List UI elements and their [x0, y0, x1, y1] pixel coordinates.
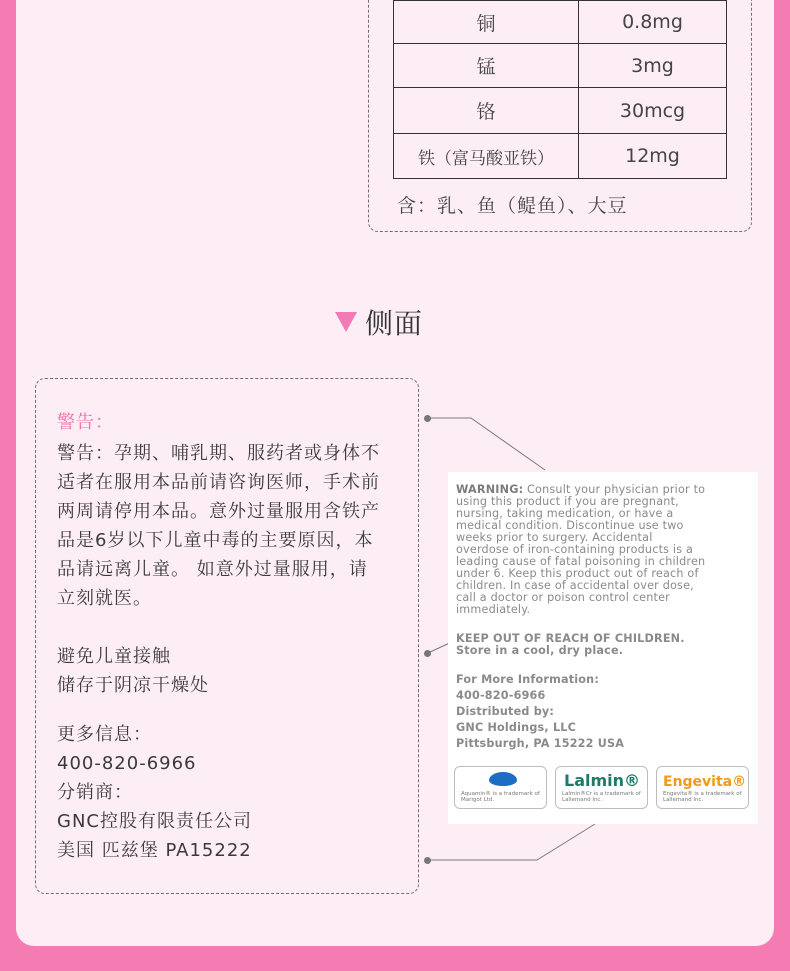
- connector-dot: [424, 857, 431, 864]
- label-line: Store in a cool, dry place.: [456, 644, 624, 657]
- nutrient-name: 铜: [394, 1, 579, 44]
- label-line: immediately.: [456, 603, 531, 616]
- logo-name: Engevita®: [663, 774, 747, 790]
- label-line: overdose of iron-containing products is a: [456, 543, 694, 556]
- label-line: using this product if you are pregnant,: [456, 495, 679, 508]
- nutrient-name: 铬: [394, 88, 579, 134]
- label-line: children. In case of accidental over dose,: [456, 579, 694, 592]
- aquamin-logo: [454, 766, 547, 809]
- nutrient-value: 30mcg: [579, 88, 727, 134]
- label-line: Pittsburgh, PA 15222 USA: [456, 737, 625, 750]
- label-line: Distributed by:: [456, 705, 555, 718]
- warning-line: 品是6岁以下儿童中毒的主要原因，本: [57, 530, 374, 551]
- allergen-note: 含：乳、鱼（鳀鱼）、大豆: [397, 195, 628, 217]
- nutrient-name: 锰: [394, 44, 579, 88]
- connector-dot: [424, 415, 431, 422]
- label-line: KEEP OUT OF REACH OF CHILDREN.: [456, 632, 685, 645]
- logo-note: Aquamin® is a trademark of Marigot Ltd.: [461, 791, 540, 803]
- nutrient-name: 铁（富马酸亚铁）: [394, 134, 579, 179]
- product-label-image: [448, 472, 758, 824]
- warning-line: 两周请停用本品。意外过量服用含铁产: [57, 501, 380, 522]
- nutrient-value: 12mg: [579, 134, 727, 179]
- label-line: weeks prior to surgery. Accidental: [456, 531, 653, 544]
- logo-name: Lalmin®: [564, 771, 641, 790]
- warning-line: 适者在服用本品前请咨询医师，手术前: [57, 472, 380, 493]
- nutrient-value: 0.8mg: [579, 1, 727, 44]
- engevita-logo: [656, 766, 749, 809]
- warning-line: 立刻就医。: [57, 588, 152, 609]
- aquamin-mark-icon: [489, 772, 517, 786]
- label-line: call a doctor or poison control center: [456, 591, 670, 604]
- label-warning: [456, 484, 705, 616]
- info-line: GNC控股有限责任公司: [57, 811, 252, 832]
- warning-title: 警告：: [57, 412, 114, 433]
- label-keep-out: [456, 633, 685, 657]
- nutrient-value: 3mg: [579, 44, 727, 88]
- info-line: 分销商：: [57, 782, 133, 803]
- label-line: nursing, taking medication, or have a: [456, 507, 674, 520]
- label-line: For More Information:: [456, 673, 600, 686]
- info-line: 更多信息：: [57, 724, 152, 745]
- label-line: Consult your physician prior to: [527, 483, 706, 496]
- section-heading-text: 侧面: [365, 307, 424, 340]
- label-warning-prefix: WARNING:: [456, 483, 524, 496]
- trademark-logos: [454, 766, 749, 809]
- connector-dot: [424, 650, 431, 657]
- logo-note: Lalmin®Cr is a trademark of Lallemand Inc.: [562, 791, 641, 803]
- storage-line: 避免儿童接触: [57, 646, 171, 667]
- storage-line: 储存于阴凉干燥处: [57, 675, 209, 696]
- logo-note: Engevita® is a trademark of Lallemand Inc.: [663, 791, 742, 803]
- label-line: medical condition. Discontinue use two: [456, 519, 684, 532]
- label-line: under 6. Keep this product out of reach of: [456, 567, 699, 580]
- label-line: 400-820-6966: [456, 689, 546, 702]
- lalmin-logo: [555, 766, 648, 809]
- warning-line: 品请远离儿童。 如意外过量服用，请: [57, 559, 368, 580]
- info-line: 400-820-6966: [57, 753, 197, 774]
- label-line: leading cause of fatal poisoning in children: [456, 555, 706, 568]
- label-line: GNC Holdings, LLC: [456, 721, 577, 734]
- info-line: 美国 匹兹堡 PA15222: [57, 840, 252, 861]
- label-info: [456, 672, 624, 752]
- warning-line: 警告：孕期、哺乳期、服药者或身体不: [57, 443, 380, 464]
